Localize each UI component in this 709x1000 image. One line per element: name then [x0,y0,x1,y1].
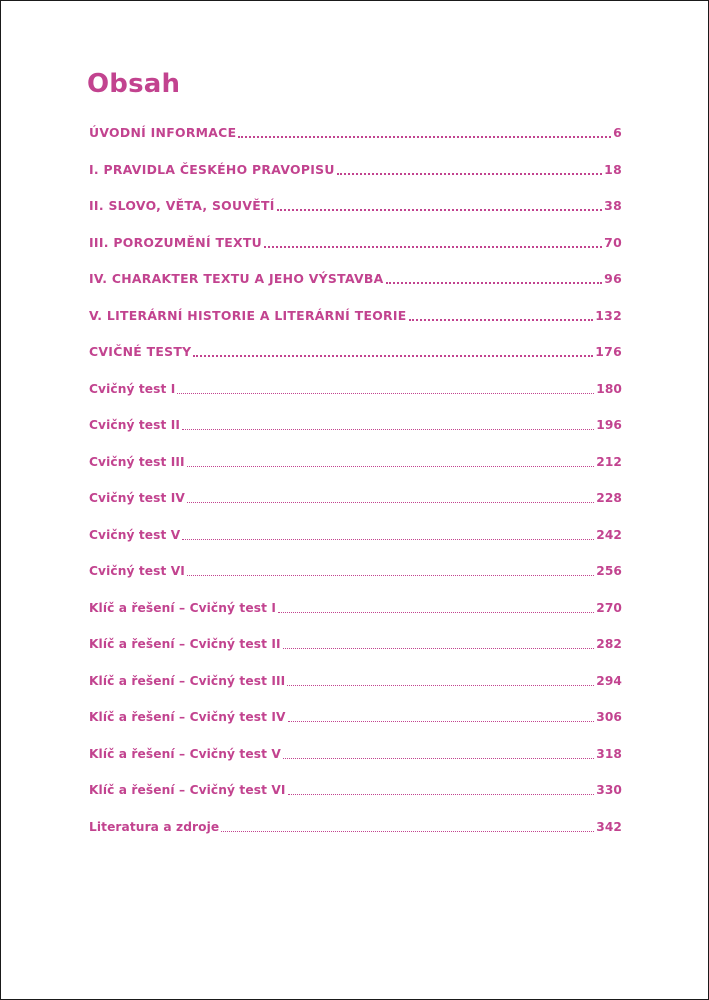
toc-entry[interactable] [89,306,622,326]
dot-leader [278,611,594,613]
dot-leader [386,281,603,284]
toc-entry[interactable] [89,269,622,289]
toc-entry[interactable] [89,671,622,691]
toc-entry-label: Literatura a zdroje [89,819,220,834]
toc-entry[interactable] [89,634,622,654]
toc-entry-label: Klíč a řešení – Cvičný test V [89,746,281,761]
dot-leader [187,574,594,576]
toc-entry-label: Cvičný test III [89,454,185,469]
toc-entry[interactable] [89,379,622,399]
toc-entry[interactable] [89,160,622,180]
dot-leader [409,318,594,321]
toc-entry-label: Klíč a řešení – Cvičný test III [89,673,286,688]
toc-entry-label: Cvičný test IV [89,491,185,505]
dot-leader [277,208,602,211]
toc-entry[interactable] [89,196,622,216]
toc-entry-page-number: 6 [613,125,622,140]
toc-entry-label: Klíč a řešení – Cvičný test II [89,637,281,651]
toc-entry[interactable] [89,525,622,545]
dot-leader [264,245,602,248]
toc-entry-label: IV. CHARAKTER TEXTU A JEHO VÝSTAVBA [89,271,384,286]
toc-entry-label: V. LITERÁRNÍ HISTORIE A LITERÁRNÍ TEORIE [89,307,407,323]
toc-entry-page-number: 318 [596,746,622,761]
toc-entry-page-number: 342 [596,819,622,834]
dot-leader [187,465,595,467]
toc-entry[interactable] [89,488,622,508]
toc-entry-page-number: 18 [604,161,622,177]
toc-entry-label: Cvičný test II [89,418,181,432]
toc-entry-page-number: 70 [604,234,622,250]
toc-entry[interactable] [89,233,622,253]
toc-entry-label: Cvičný test V [89,527,181,542]
toc-entry-page-number: 294 [596,673,622,688]
toc-entry-page-number: 282 [596,637,622,651]
toc-entry-label: CVIČNÉ TESTY [89,344,192,359]
toc-entry[interactable] [89,744,622,764]
toc-entry-page-number: 330 [596,783,622,797]
toc-entry-label: Klíč a řešení – Cvičný test IV [89,710,286,724]
dot-leader [182,428,594,430]
toc-entry[interactable] [89,415,622,435]
toc-entry[interactable] [89,561,622,581]
toc-entry[interactable] [89,817,622,837]
dot-leader [288,793,595,795]
toc-entry-page-number: 270 [596,600,622,615]
dot-leader [337,172,602,175]
toc-entry-page-number: 176 [595,344,622,359]
toc-entry[interactable] [89,123,622,143]
toc-entry-label: Cvičný test I [89,381,176,396]
dot-leader [193,354,593,357]
toc-entry-page-number: 132 [595,307,622,323]
toc-entry-label: III. POROZUMĚNÍ TEXTU [89,234,262,250]
toc-entry[interactable] [89,598,622,618]
toc-entry-page-number: 256 [596,564,622,578]
toc-entry-label: Klíč a řešení – Cvičný test I [89,600,276,615]
toc-entry[interactable] [89,452,622,472]
page-title: Obsah [87,69,181,99]
toc-entry-label: Cvičný test VI [89,564,185,578]
dot-leader [177,392,594,394]
toc-entry-page-number: 196 [596,418,622,432]
toc-entry-label: I. PRAVIDLA ČESKÉHO PRAVOPISU [89,161,335,177]
toc-entry-page-number: 242 [596,527,622,542]
dot-leader [283,757,594,759]
toc-entry[interactable] [89,342,622,362]
dot-leader [283,647,595,649]
toc-entry-page-number: 228 [596,491,622,505]
toc-entry-page-number: 212 [596,454,622,469]
dot-leader [287,684,594,686]
dot-leader [187,501,594,503]
toc-entry[interactable] [89,707,622,727]
toc-entry-label: II. SLOVO, VĚTA, SOUVĚTÍ [89,198,275,213]
toc-entry[interactable] [89,780,622,800]
toc-entry-page-number: 180 [596,381,622,396]
toc-entry-label: Klíč a řešení – Cvičný test VI [89,783,286,797]
toc-entry-label: ÚVODNÍ INFORMACE [89,125,237,140]
dot-leader [182,538,594,540]
dot-leader [288,720,595,722]
dot-leader [221,830,594,832]
toc-entry-page-number: 96 [604,271,622,286]
dot-leader [238,135,611,138]
toc-entry-page-number: 38 [604,198,622,213]
toc-entry-page-number: 306 [596,710,622,724]
